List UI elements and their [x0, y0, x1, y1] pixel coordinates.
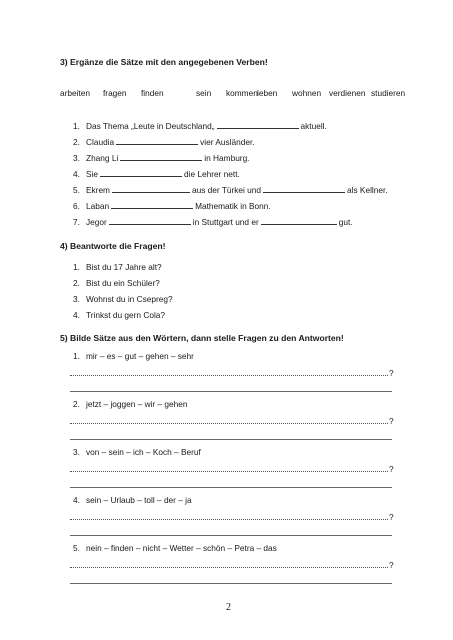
verb-fragen: fragen — [103, 88, 127, 98]
item-number: 1. — [73, 351, 80, 361]
verb-kommen: kommen — [226, 88, 258, 98]
item-number: 6. — [73, 201, 80, 211]
verb-wohnen: wohnen — [292, 88, 322, 98]
section-4-heading: 4) Beantworte die Fragen! — [60, 241, 166, 251]
fill-sentence: Jegor in Stuttgart und er gut. — [86, 217, 353, 227]
answer-dotted-line[interactable] — [70, 567, 388, 568]
item-number: 3. — [73, 294, 80, 304]
section-5-heading: 5) Bilde Sätze aus den Wörtern, dann stelle Fragen zu den Antworten! — [60, 333, 344, 343]
section-3-heading: 3) Ergänze die Sätze mit den angegebenen Verben! — [60, 57, 268, 67]
question-text: Wohnst du in Csepreg? — [86, 294, 173, 304]
item-number: 4. — [73, 169, 80, 179]
item-number: 4. — [73, 495, 80, 505]
fill-blank[interactable] — [116, 137, 198, 145]
fill-blank[interactable] — [263, 185, 345, 193]
fill-blank[interactable] — [100, 169, 182, 177]
fill-sentence: Das Thema „Leute in Deutschland„ aktuell. — [86, 121, 327, 131]
question-mark: ? — [389, 464, 394, 474]
question-mark: ? — [389, 368, 394, 378]
item-number: 1. — [73, 262, 80, 272]
item-number: 2. — [73, 278, 80, 288]
answer-dotted-line[interactable] — [70, 519, 388, 520]
fill-blank[interactable] — [217, 121, 299, 129]
item-number: 2. — [73, 399, 80, 409]
fill-blank[interactable] — [109, 217, 191, 225]
fill-sentence: Ekrem aus der Türkei und als Kellner. — [86, 185, 388, 195]
answer-line[interactable] — [70, 487, 392, 488]
answer-dotted-line[interactable] — [70, 471, 388, 472]
item-number: 1. — [73, 121, 80, 131]
item-number: 5. — [73, 543, 80, 553]
verb-studieren: studieren — [371, 88, 406, 98]
question-mark: ? — [389, 560, 394, 570]
answer-line[interactable] — [70, 535, 392, 536]
question-text: Bist du ein Schüler? — [86, 278, 160, 288]
item-number: 2. — [73, 137, 80, 147]
item-number: 7. — [73, 217, 80, 227]
word-prompt: sein – Urlaub – toll – der – ja — [86, 495, 192, 505]
item-number: 3. — [73, 447, 80, 457]
verb-finden: finden — [141, 88, 164, 98]
answer-line[interactable] — [70, 439, 392, 440]
fill-sentence: Sie die Lehrer nett. — [86, 169, 240, 179]
fill-blank[interactable] — [111, 201, 193, 209]
answer-dotted-line[interactable] — [70, 375, 388, 376]
word-prompt: von – sein – ich – Koch – Beruf — [86, 447, 201, 457]
item-number: 3. — [73, 153, 80, 163]
answer-line[interactable] — [70, 583, 392, 584]
verb-leben: leben — [257, 88, 278, 98]
page-number: 2 — [226, 602, 231, 613]
word-prompt: jetzt – joggen – wir – gehen — [86, 399, 188, 409]
verb-sein: sein — [196, 88, 212, 98]
fill-sentence: Zhang Li in Hamburg. — [86, 153, 250, 163]
fill-blank[interactable] — [261, 217, 337, 225]
fill-blank[interactable] — [112, 185, 190, 193]
question-text: Bist du 17 Jahre alt? — [86, 262, 162, 272]
verb-verdienen: verdienen — [329, 88, 366, 98]
question-text: Trinkst du gern Cola? — [86, 310, 166, 320]
item-number: 4. — [73, 310, 80, 320]
answer-dotted-line[interactable] — [70, 423, 388, 424]
question-mark: ? — [389, 512, 394, 522]
question-mark: ? — [389, 416, 394, 426]
verb-arbeiten: arbeiten — [60, 88, 90, 98]
item-number: 5. — [73, 185, 80, 195]
word-prompt: nein – finden – nicht – Wetter – schön – Petra – das — [86, 543, 277, 553]
fill-sentence: Laban Mathematik in Bonn. — [86, 201, 271, 211]
word-prompt: mir – es – gut – gehen – sehr — [86, 351, 194, 361]
fill-blank[interactable] — [120, 153, 202, 161]
answer-line[interactable] — [70, 391, 392, 392]
fill-sentence: Claudia vier Ausländer. — [86, 137, 255, 147]
